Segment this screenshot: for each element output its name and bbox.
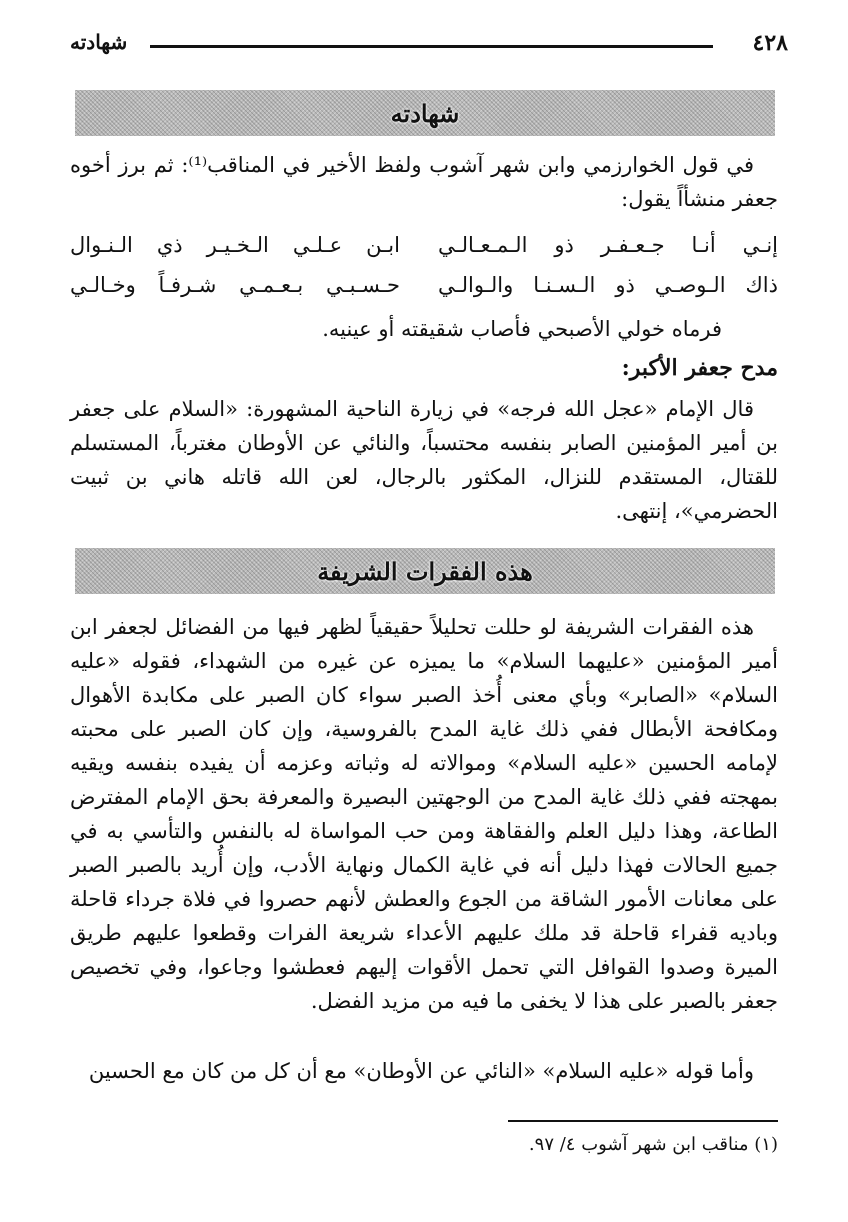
running-title: شهادته: [70, 30, 128, 54]
poem-line-2: [70, 268, 778, 302]
poem-hemistich: ذاك الـوصـي ذو الـسـنـا والـوالـي: [438, 273, 778, 297]
poem-hemistich: ابـن عـلـي الـخـيـر ذي الـنـوال: [70, 233, 400, 257]
section-banner-martyrdom: [75, 90, 775, 136]
page-header: [70, 30, 788, 60]
banner-title: هذه الفقرات الشريفة: [317, 556, 533, 586]
section-heading: مدح جعفر الأكبر:: [621, 355, 778, 381]
banner-title: شهادته: [390, 98, 460, 128]
footnote: (١) مناقب ابن شهر آشوب ٤/ ٩٧.: [528, 1134, 778, 1155]
poem-hemistich: حـسـبـي بـعـمـي شـرفـاً وخـالـي: [70, 273, 400, 297]
final-paragraph: وأما قوله «عليه السلام» «النائي عن الأوطان» مع أن كل من كان مع الحسين: [88, 1059, 754, 1083]
page-number: ٤٢٨: [752, 30, 788, 56]
poem-hemistich: إنـي أنـا جـعـفـر ذو الـمـعـالـي: [438, 233, 778, 257]
analysis-paragraph: هذه الفقرات الشريفة لو حللت تحليلاً حقيقياً لظهر فيها من الفضائل لجعفر ابن أمير المؤمنين «عليهما السلام» ما يميزه عن غيره من الشهداء، فقوله «عليه السلام» «الصابر» وبأي معنى أُخذ الصبر سواء كان الصبر على مكابدة الأهوال ومكافحة الأبطال ففي ذلك غاية المدح بالفروسية، وإن كان الصبر على محبته لإمامه الحسين «عليه السلام» وموالاته له وثباته وعزمه أن يفيده بنفسه ويقيه بمهجته ففي ذلك غاية المدح من الوجهتين البصيرة والمعرفة بحق الإمام المفترض الطاعة، وهذا دليل العلم والفقاهة ومن حب المواساة له بالنفس والتأسي به في جميع الحالات فهذا دليل أنه في غاية الكمال ونهاية الأدب، وإن أُريد بالصبر الصبر على معانات الأمور الشاقة من الجوع والعطش لأنهم حصروا في فلاة جرداء قاحلة وباديه قفراء قاحلة قد ملك عليهم الأعداء شريعة الفرات وقطعوا عليهم طريق الميرة وصدوا القوافل التي تحمل الأقوات إليهم فعطشوا وجاعوا، وفي تخصيص جعفر بالصبر على هذا لا يخفى ما فيه من مزيد الفضل.: [70, 615, 778, 1013]
ziyara-paragraph: قال الإمام «عجل الله فرجه» في زيارة الناحية المشهورة: «السلام على جعفر بن أمير المؤمنين الصابر بنفسه محتسباً، والنائي عن الأوطان مغترباً، المستسلم للقتال، المستقدم للنزال، المكثور بالرجال، لعن الله قاتله هاني بن ثبيت الحضرمي»، إنتهى.: [70, 397, 778, 523]
section-banner-noble-passages: [75, 548, 775, 594]
intro-paragraph: في قول الخوارزمي وابن شهر آشوب ولفظ الأخير في المناقب⁽¹⁾: ثم برز أخوه جعفر منشأاً يقول:: [70, 153, 778, 211]
header-rule: [150, 45, 713, 48]
closing-sentence: فرماه خولي الأصبحي فأصاب شقيقته أو عينيه.: [322, 317, 722, 341]
footnote-rule: [508, 1120, 778, 1122]
poem-line-1: [70, 228, 778, 262]
